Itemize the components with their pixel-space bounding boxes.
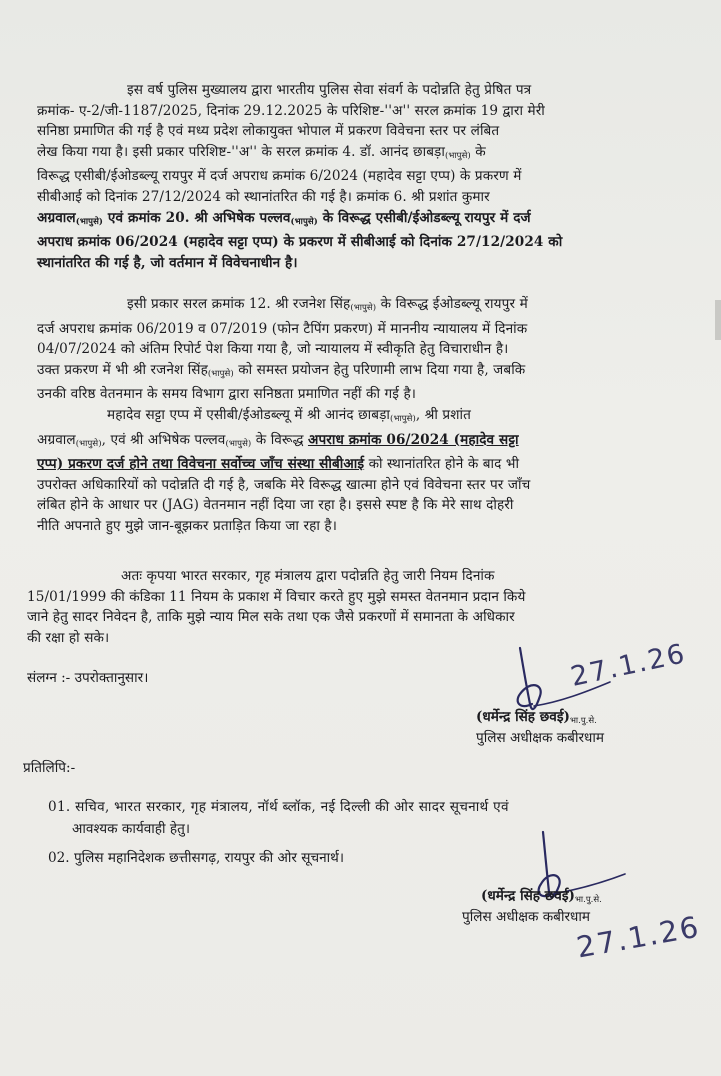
p1-line-3: सनिष्ठा प्रमाणित की गई है एवं मध्य प्रदेश लोकायुक्त भोपाल में प्रकरण विवेचना स्तर पर लंबित xyxy=(37,123,500,140)
signature-2-date: 27.1.26 xyxy=(573,909,703,965)
ips-tag: (भापुसे) xyxy=(75,216,104,227)
signature-1-suffix: भा.पु.से. xyxy=(569,716,597,726)
p2-line-4-text: उक्त प्रकरण में भी श्री रजनेश सिंह xyxy=(37,361,208,378)
paragraph-3 xyxy=(37,405,677,537)
copy-item-1-line-2: आवश्यक कार्यवाही हेतु। xyxy=(72,821,190,837)
ips-tag: (भापुसे) xyxy=(390,414,416,424)
p3-line-3-underlined: एप्प) प्रकरण दर्ज होने तथा विवेचना सर्वोच्च जाँच संस्था सीबीआई xyxy=(37,456,365,473)
p1-line-1: इस वर्ष पुलिस मुख्यालय द्वारा भारतीय पुलिस सेवा संवर्ग के पदोन्नति हेतु प्रेषित पत्र xyxy=(127,82,532,98)
p1-line-7-mid: एवं क्रमांक 20. श्री अभिषेक पल्लव xyxy=(107,209,291,226)
signature-2-designation: पुलिस अधीक्षक कबीरधाम xyxy=(462,909,591,925)
p2-line-4-end: को समस्त प्रयोजन हेतु परिणामी लाभ दिया गया है, जबकि xyxy=(238,361,526,378)
p1-line-8: अपराध क्रमांक 06/2024 (महादेव सट्टा एप्प) के प्रकरण में सीबीआई को दिनांक 27/12/2024 को xyxy=(37,234,563,251)
paragraph-1 xyxy=(37,80,677,273)
p1-line-7 xyxy=(37,208,677,233)
p1-line-6: सीबीआई को दिनांक 27/12/2024 को स्थानांतरित की गई है। क्रमांक 6. श्री प्रशांत कुमार xyxy=(37,188,490,205)
p2-line-4 xyxy=(37,360,677,385)
p3-line-1-text: महादेव सट्टा एप्प में एसीबी/ईओडब्ल्यू में श्री आनंद छाबड़ा xyxy=(107,407,391,423)
p3-line-3-end: को स्थानांतरित होने के बाद भी xyxy=(368,456,520,473)
ips-tag: (भापुसे) xyxy=(207,368,234,379)
p2-line-3: 04/07/2024 को अंतिम रिपोर्ट पेश किया गया है, जो न्यायालय में स्वीकृति हेतु विचाराधीन है। xyxy=(37,341,509,358)
p3-line-5: लंबित होने के आधार पर (JAG) वेतनमान नहीं दिया जा रहा है। इससे स्पष्ट है कि मेरे साथ दोहरी xyxy=(37,497,514,514)
p3-line-2-mid: , एवं श्री अभिषेक पल्लव xyxy=(101,431,226,448)
p1-line-9: स्थानांतरित की गई है, जो वर्तमान में विवेचनाधीन है। xyxy=(37,254,298,271)
p2-line-1 xyxy=(37,294,677,319)
signature-1-designation: पुलिस अधीक्षक कबीरधाम xyxy=(476,730,605,746)
p1-line-4-text: लेख किया गया है। इसी प्रकार परिशिष्ट-''अ'' के सरल क्रमांक 4. डॉ. आनंद छाबड़ा xyxy=(37,143,445,160)
copy-item-2: 02. पुलिस महानिदेशक छत्तीसगढ़, रायपुर की ओर सूचनार्थ। xyxy=(48,850,345,866)
signature-2-suffix: भा.पु.से. xyxy=(574,895,602,905)
p3-line-2-text: अग्रवाल xyxy=(37,431,76,448)
p1-line-5: विरूद्ध एसीबी/ईओडब्ल्यू रायपुर में दर्ज अपराध क्रमांक 6/2024 (महादेव सट्टा एप्प) के प्रकरण में xyxy=(37,168,522,185)
signature-1-name-text: (धर्मेन्द्र सिंह छवई) xyxy=(476,709,570,725)
p3-line-1-end: , श्री प्रशांत xyxy=(415,407,471,423)
ips-tag: (भापुसे) xyxy=(75,438,102,449)
p4-line-3: जाने हेतु सादर निवेदन है, ताकि मुझे न्याय मिल सके तथा एक जैसे प्रकरणों में समानता के अधिकार xyxy=(27,609,515,626)
p1-line-7-end: के विरूद्ध एसीबी/ईओडब्ल्यू रायपुर में दर्ज xyxy=(322,209,531,226)
p3-line-4: उपरोक्त अधिकारियों को पदोन्नति दी गई है, जबकि मेरे विरूद्ध खात्मा होने एवं विवेचना स्तर पर जाँच xyxy=(37,476,531,493)
paragraph-2 xyxy=(37,294,677,405)
signature-1-date: 27.1.26 xyxy=(568,638,690,693)
copy-heading: प्रतिलिपि:- xyxy=(23,760,76,776)
p3-line-2-mid2: के विरूद्ध xyxy=(255,431,304,448)
p1-line-4 xyxy=(37,142,677,167)
p2-line-2: दर्ज अपराध क्रमांक 06/2019 व 07/2019 (फोन टैपिंग प्रकरण) में माननीय न्यायालय में दिनांक xyxy=(37,320,528,337)
ips-tag: (भापुसे) xyxy=(290,216,318,227)
p4-line-2: 15/01/1999 की कंडिका 11 नियम के प्रकाश में विचार करते हुए मुझे समस्त वेतनमान प्रदान किये xyxy=(27,588,526,605)
p1-line-4-end: के xyxy=(475,143,486,160)
ips-tag: (भापुसे) xyxy=(444,150,471,161)
p3-line-2 xyxy=(37,430,677,455)
p4-line-4: की रक्षा हो सके। xyxy=(27,629,110,646)
p3-line-1 xyxy=(37,405,677,430)
p2-line-1-end: के विरूद्ध ईओडब्ल्यू रायपुर में xyxy=(380,296,528,312)
ips-tag: (भापुसे) xyxy=(350,303,377,313)
p3-line-2-underlined: अपराध क्रमांक 06/2024 (महादेव सट्टा xyxy=(307,431,519,448)
enclosure-note: संलग्न :- उपरोक्तानुसार। xyxy=(27,670,149,686)
p4-line-1: अतः कृपया भारत सरकार, गृह मंत्रालय द्वारा पदोन्नति हेतु जारी नियम दिनांक xyxy=(121,568,495,584)
p2-line-1-text: इसी प्रकार सरल क्रमांक 12. श्री रजनेश सिंह xyxy=(127,296,351,312)
p3-line-6: नीति अपनाते हुए मुझे जान-बूझकर प्रताड़ित किया जा रहा है। xyxy=(37,517,337,534)
p3-line-3 xyxy=(37,454,677,475)
p2-line-5: उनकी वरिष्ठ वेतनमान के समय विभाग द्वारा सनिष्ठता प्रमाणित नहीं की गई है। xyxy=(37,386,417,403)
signature-2-name-text: (धर्मेन्द्र सिंह छवई) xyxy=(481,888,575,904)
ips-tag: (भापुसे) xyxy=(225,438,252,449)
p1-line-2: क्रमांक- ए-2/जी-1187/2025, दिनांक 29.12.2025 के परिशिष्ट-''अ'' सरल क्रमांक 19 द्वारा मेरी xyxy=(37,102,545,119)
copy-item-1-line-1: 01. सचिव, भारत सरकार, गृह मंत्रालय, नॉर्थ ब्लॉक, नई दिल्ली की ओर सादर सूचनार्थ एवं xyxy=(48,799,509,815)
page-edge-mark xyxy=(715,300,721,340)
p1-line-7-start: अग्रवाल xyxy=(37,209,76,226)
